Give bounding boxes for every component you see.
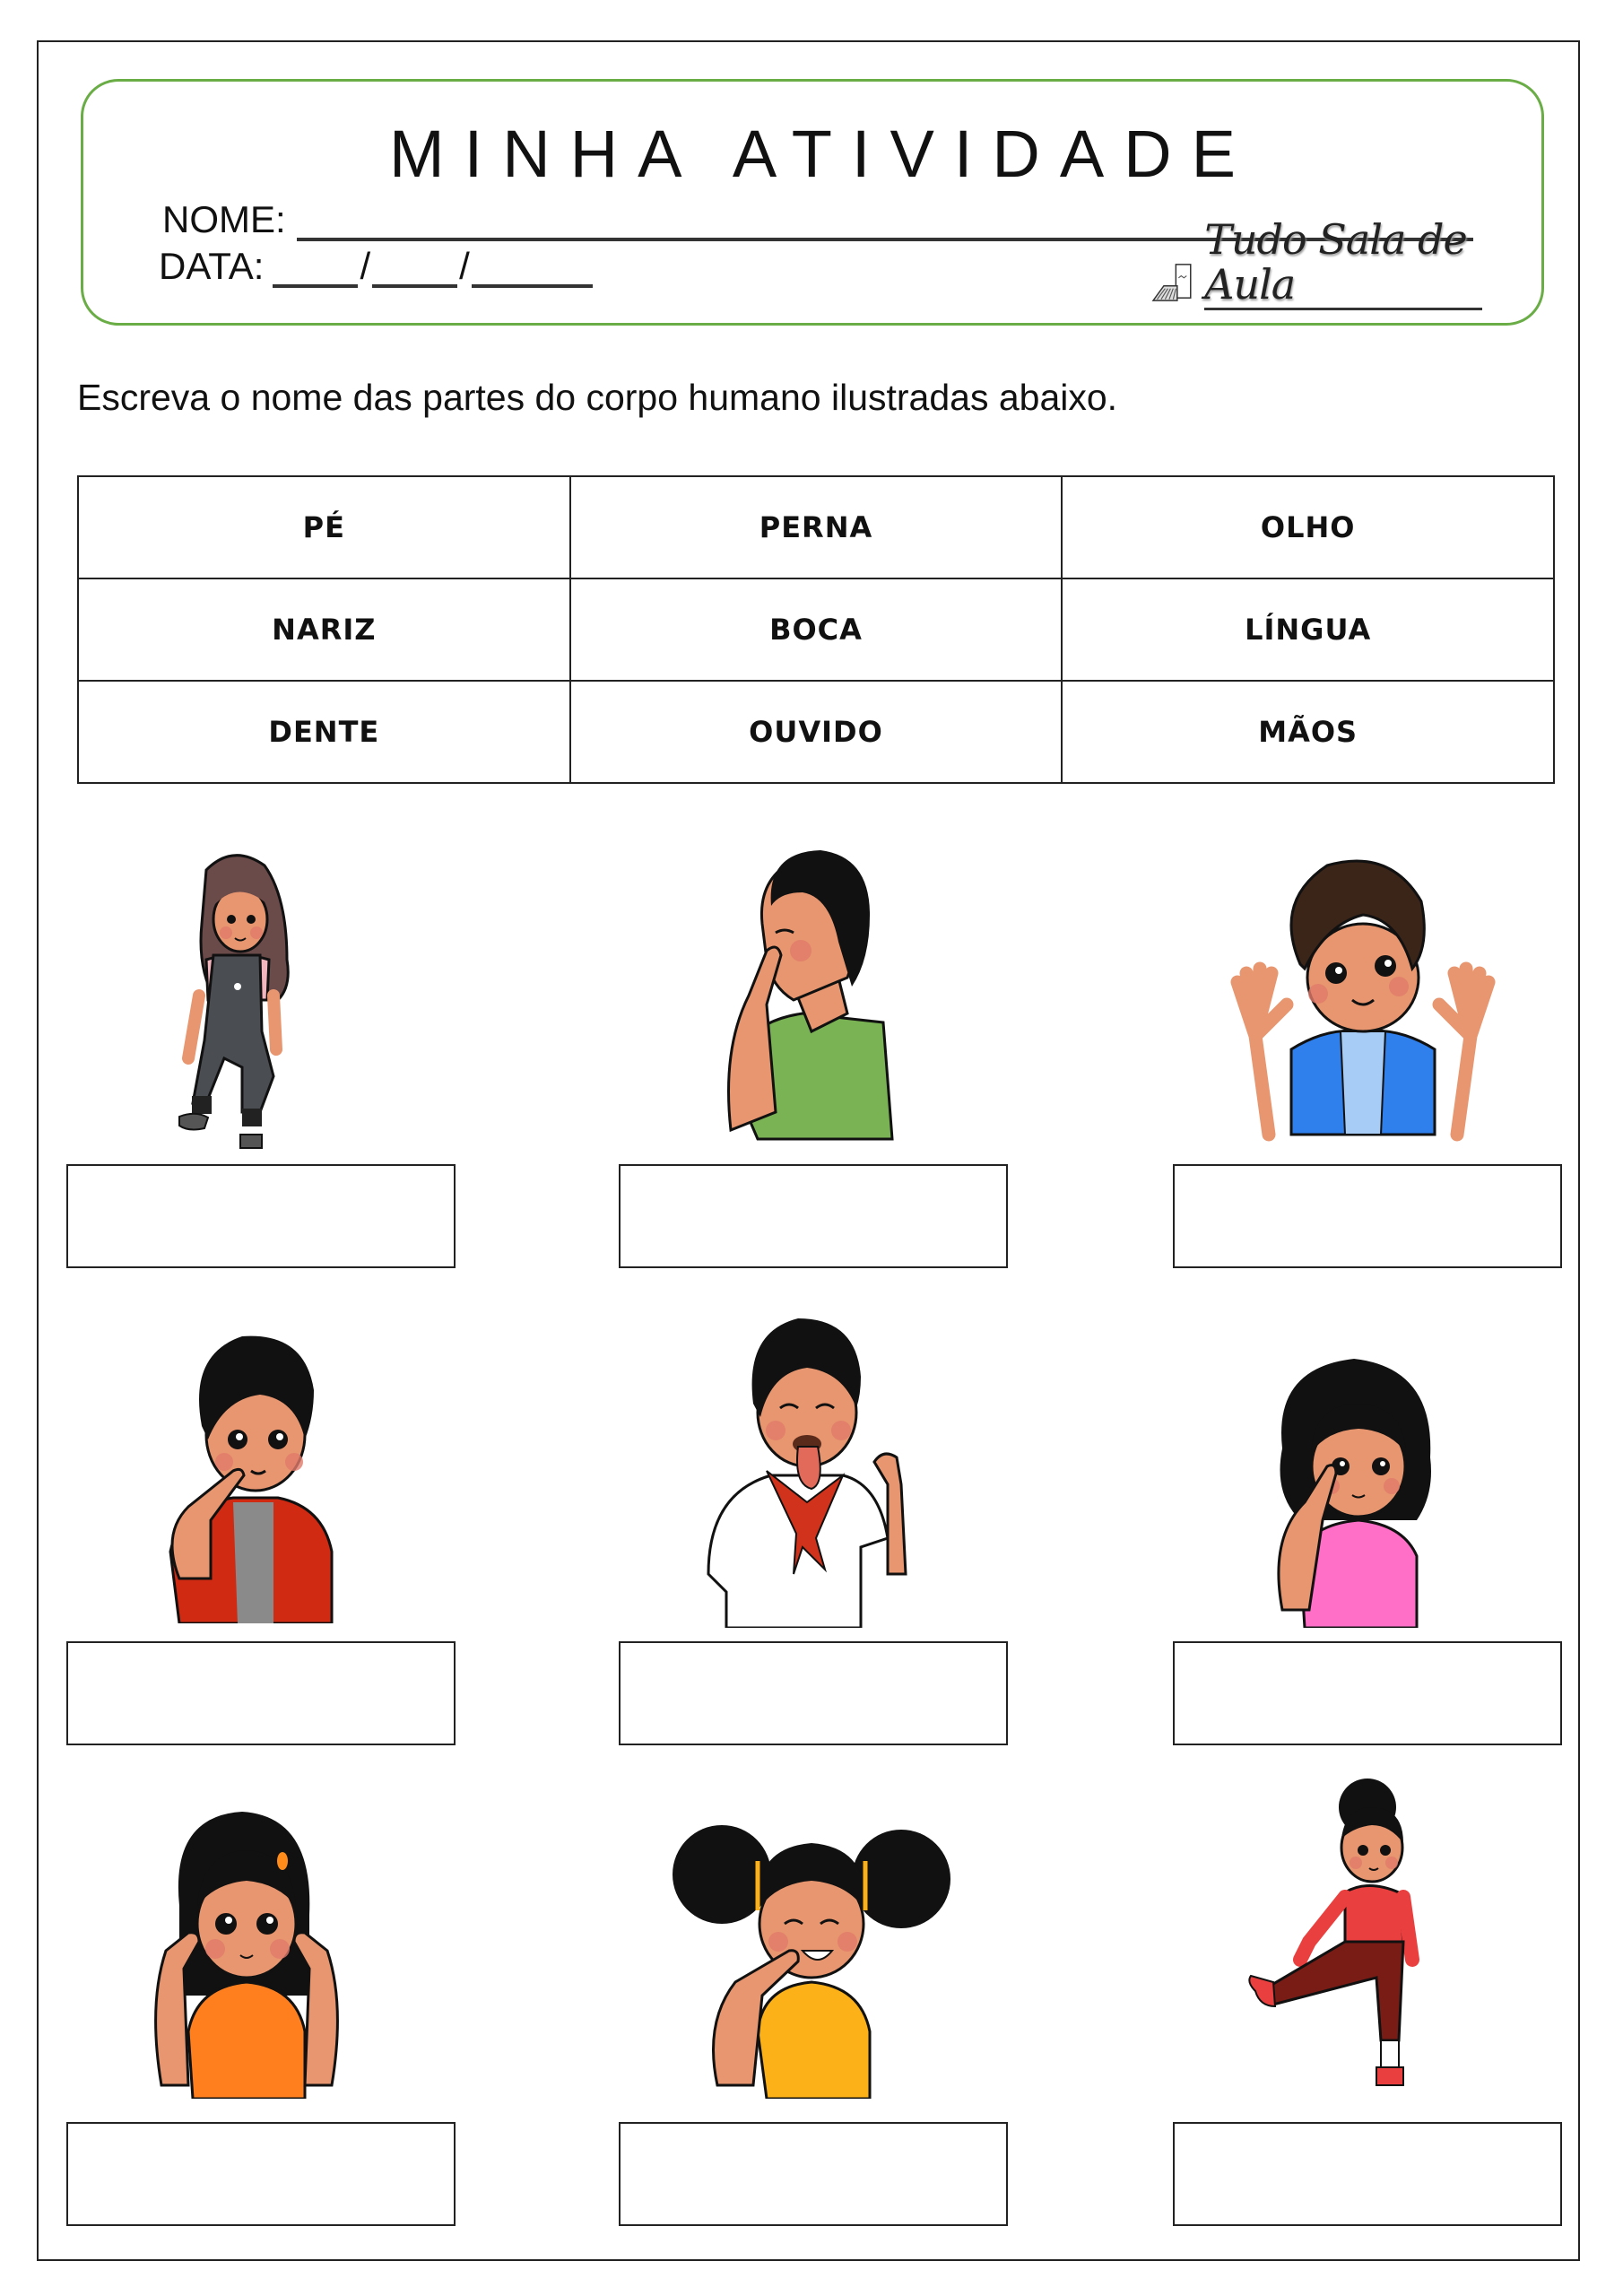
boy-tongue-illustration	[681, 1305, 933, 1628]
answer-input-3[interactable]	[1175, 1166, 1564, 1268]
brand-logo	[1150, 214, 1482, 310]
date-separator: /	[360, 245, 371, 287]
answer-box-9[interactable]	[1173, 2122, 1562, 2226]
word-cell: PÉ	[78, 476, 570, 578]
header-box	[81, 79, 1544, 326]
girl-teeth-illustration	[664, 1789, 959, 2099]
date-separator: /	[459, 245, 470, 287]
girl-eye-illustration	[1237, 1341, 1480, 1628]
answer-input-8[interactable]	[621, 2124, 1010, 2226]
date-day-blank[interactable]	[273, 252, 358, 288]
answer-box-3[interactable]	[1173, 1164, 1562, 1268]
answer-box-1[interactable]	[66, 1164, 456, 1268]
name-label: NOME:	[162, 198, 286, 240]
word-cell: PERNA	[570, 476, 1063, 578]
word-cell: DENTE	[78, 681, 570, 783]
book-laptop-icon	[1150, 255, 1197, 310]
girl-foot-illustration	[152, 843, 359, 1157]
answer-box-6[interactable]	[1173, 1641, 1562, 1745]
table-row	[78, 578, 1554, 681]
page-title: MINHA ATIVIDADE	[389, 117, 1255, 191]
girl-leg-illustration	[1219, 1771, 1480, 2112]
answer-input-4[interactable]	[68, 1643, 457, 1745]
answer-box-4[interactable]	[66, 1641, 456, 1745]
table-row	[78, 681, 1554, 783]
word-cell: MÃOS	[1062, 681, 1554, 783]
boy-nose-illustration	[695, 843, 910, 1148]
word-cell: LÍNGUA	[1062, 578, 1554, 681]
word-cell: OUVIDO	[570, 681, 1063, 783]
word-cell: NARIZ	[78, 578, 570, 681]
answer-input-2[interactable]	[621, 1166, 1010, 1268]
date-month-blank[interactable]	[372, 252, 457, 288]
answer-input-9[interactable]	[1175, 2124, 1564, 2226]
answer-input-6[interactable]	[1175, 1643, 1564, 1745]
word-bank-table	[77, 475, 1555, 784]
date-row	[159, 245, 593, 288]
answer-box-2[interactable]	[619, 1164, 1008, 1268]
instruction-text: Escreva o nome das partes do corpo humano ilustradas abaixo.	[77, 377, 1118, 418]
answer-input-7[interactable]	[68, 2124, 457, 2226]
boy-hands-illustration	[1219, 848, 1506, 1144]
answer-box-7[interactable]	[66, 2122, 456, 2226]
girl-ears-illustration	[126, 1789, 368, 2099]
answer-input-1[interactable]	[68, 1166, 457, 1268]
date-label: DATA:	[159, 245, 265, 287]
logo-text: Tudo Sala de Aula	[1204, 217, 1482, 310]
word-cell: OLHO	[1062, 476, 1554, 578]
answer-input-5[interactable]	[621, 1643, 1010, 1745]
boy-mouth-illustration	[126, 1318, 368, 1623]
table-row	[78, 476, 1554, 578]
word-cell: BOCA	[570, 578, 1063, 681]
answer-box-5[interactable]	[619, 1641, 1008, 1745]
date-year-blank[interactable]	[472, 252, 593, 288]
answer-box-8[interactable]	[619, 2122, 1008, 2226]
